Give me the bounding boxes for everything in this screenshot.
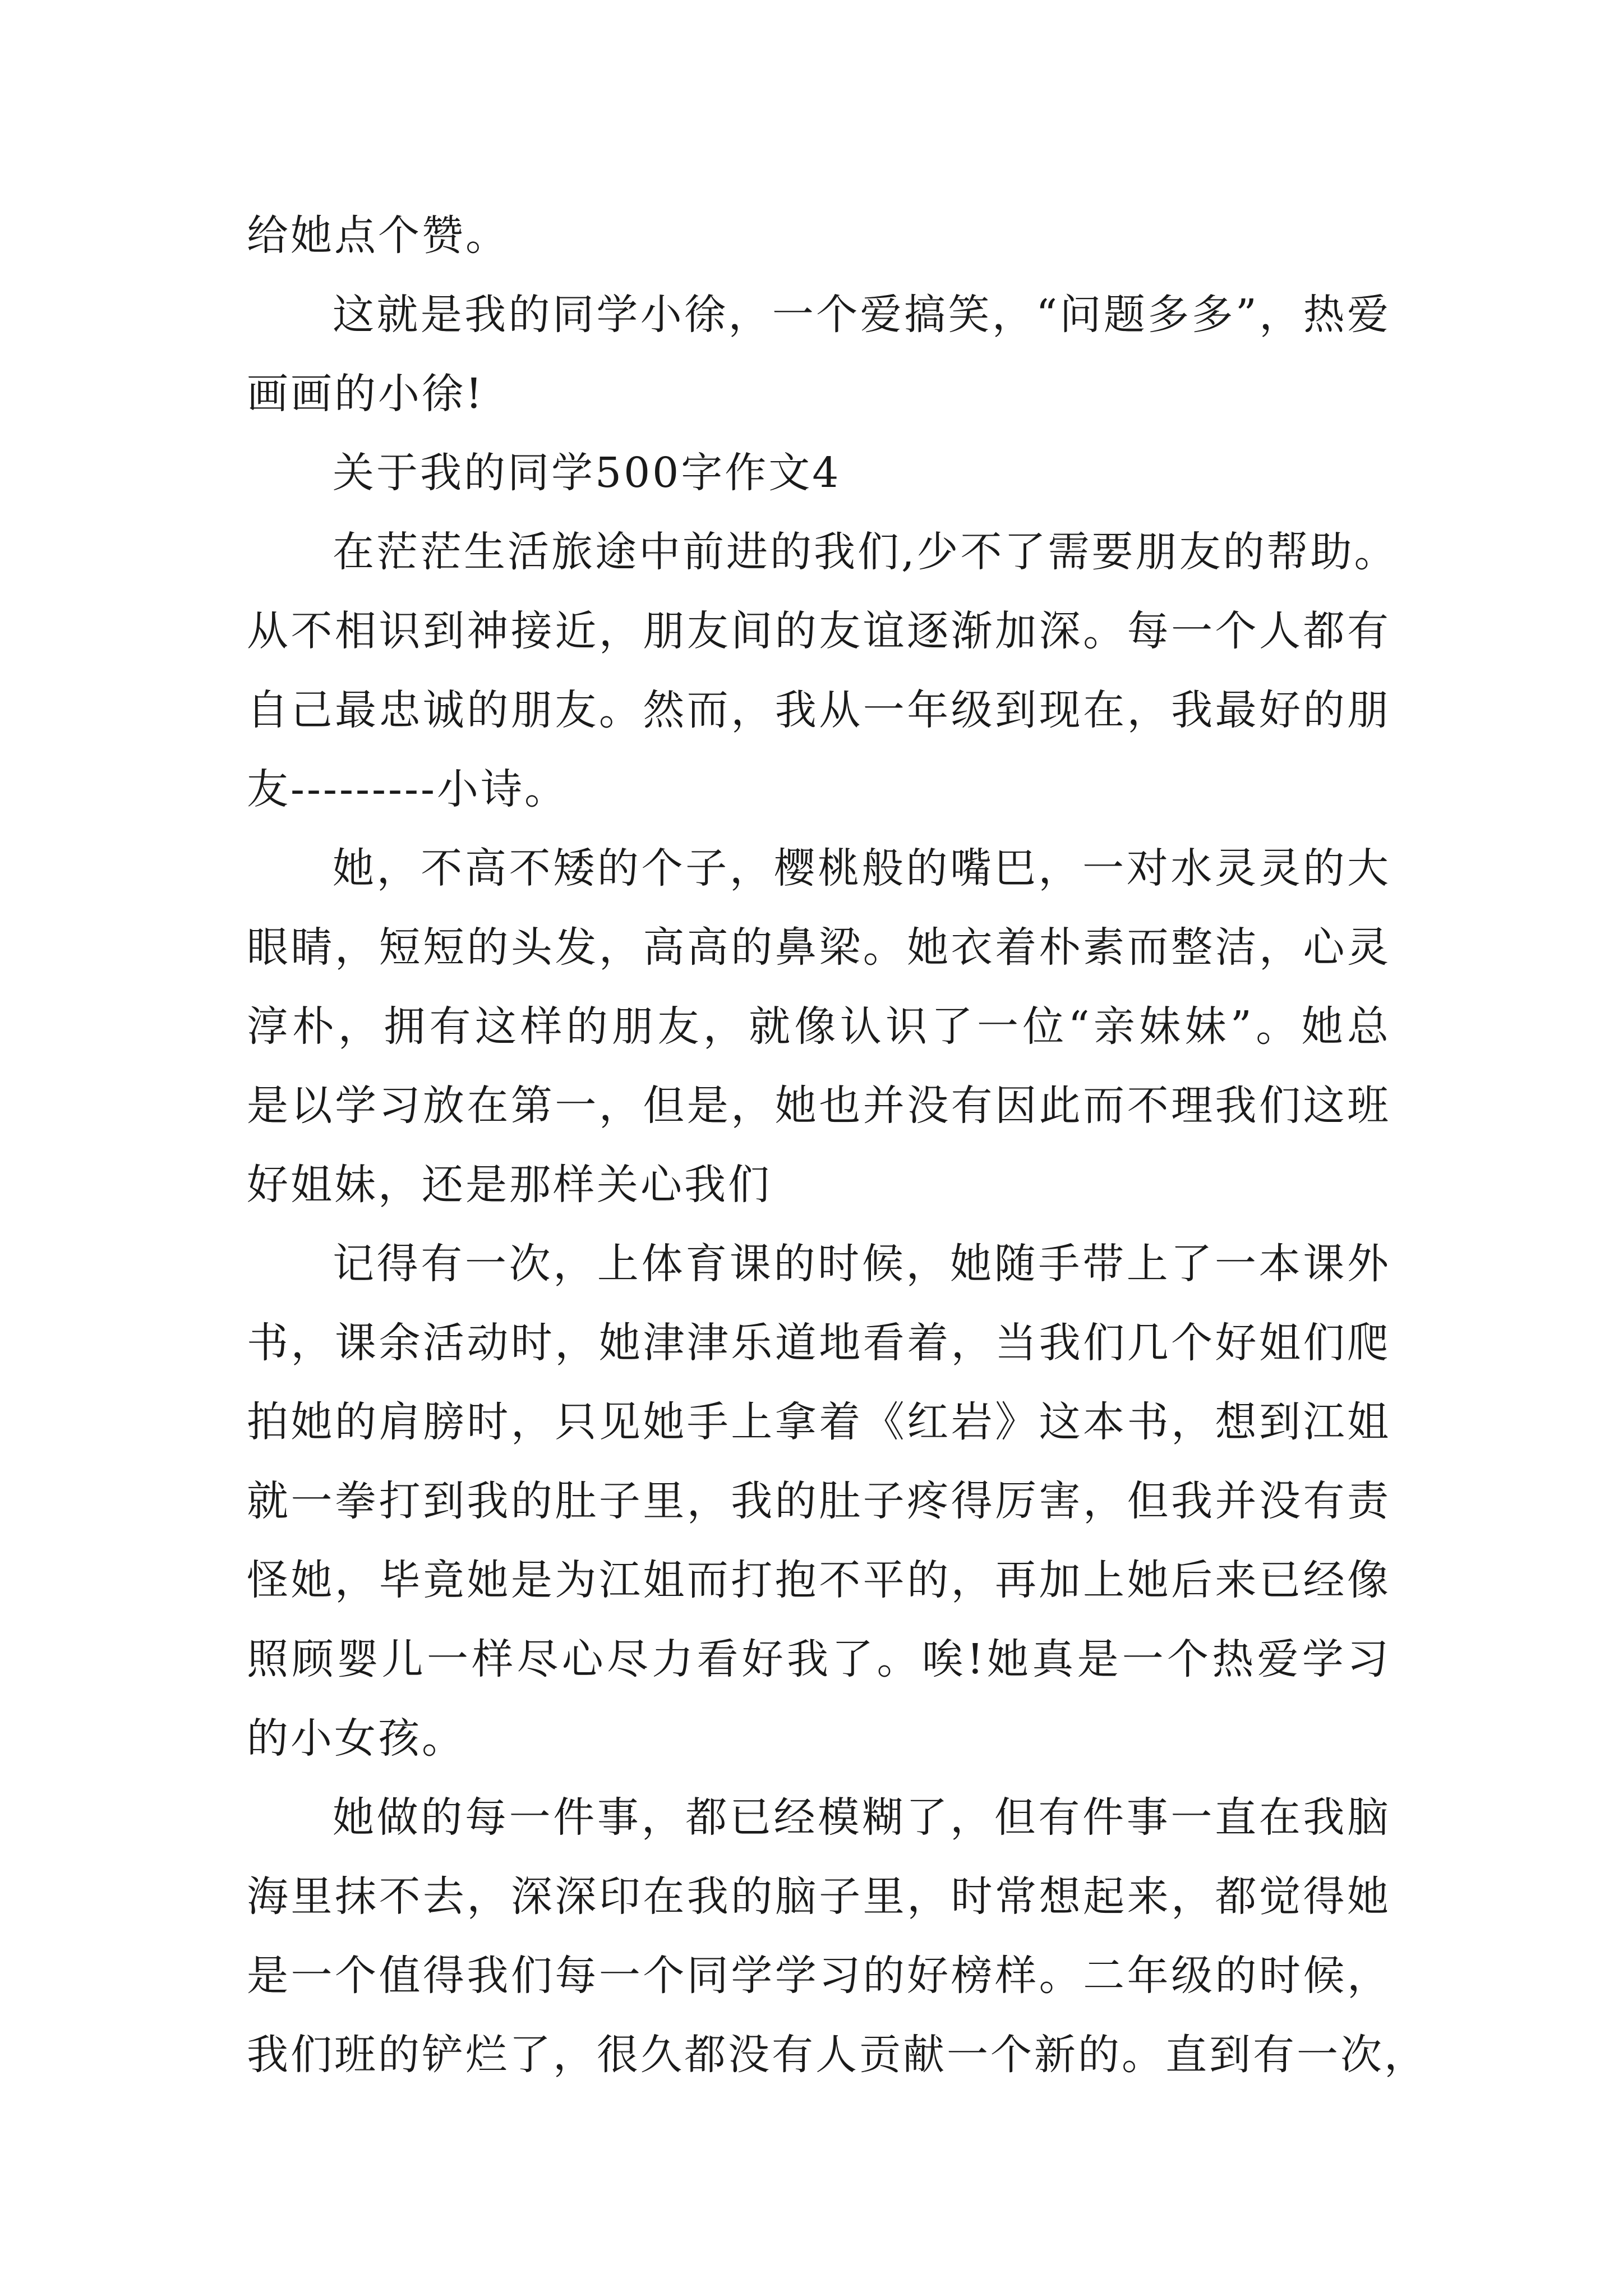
text-line: 友---------小诗。 — [247, 765, 569, 813]
text-line: 在茫茫生活旅途中前进的我们,少不了需要朋友的帮助。 — [333, 528, 1398, 576]
text-line: 她做的每一件事，都已经模糊了，但有件事一直在我脑 — [333, 1793, 1391, 1842]
text-line: 书，课余活动时，她津津乐道地看着，当我们几个好姐们爬 — [247, 1319, 1391, 1367]
text-line: 是以学习放在第一，但是，她也并没有因此而不理我们这班 — [247, 1082, 1391, 1130]
text-line: 从不相识到神接近，朋友间的友谊逐渐加深。每一个人都有 — [247, 607, 1391, 655]
text-line: 淳朴，拥有这样的朋友，就像认识了一位“亲妹妹”。她总 — [247, 1002, 1391, 1051]
text-line: 我们班的铲烂了，很久都没有人贡献一个新的。直到有一次， — [247, 2031, 1428, 2079]
text-line: 她，不高不矮的个子，樱桃般的嘴巴，一对水灵灵的大 — [333, 844, 1391, 892]
text-line: 给她点个赞。 — [247, 211, 509, 260]
text-line: 记得有一次，上体育课的时候，她随手带上了一本课外 — [333, 1240, 1391, 1288]
text-line: 关于我的同学500字作文4 — [333, 449, 841, 497]
text-line: 的小女孩。 — [247, 1714, 465, 1763]
text-line: 海里抹不去，深深印在我的脑子里，时常想起来，都觉得她 — [247, 1872, 1391, 1921]
text-line: 好姐妹，还是那样关心我们 — [247, 1161, 772, 1209]
text-line: 画画的小徐! — [247, 370, 485, 418]
text-line: 拍她的肩膀时，只见她手上拿着《红岩》这本书，想到江姐 — [247, 1398, 1391, 1446]
text-line: 眼睛，短短的头发，高高的鼻梁。她衣着朴素而整洁，心灵 — [247, 923, 1391, 972]
text-line: 自己最忠诚的朋友。然而，我从一年级到现在，我最好的朋 — [247, 686, 1391, 734]
text-line: 这就是我的同学小徐，一个爱搞笑，“问题多多”，热爱 — [333, 291, 1391, 339]
text-line: 是一个值得我们每一个同学学习的好榜样。二年级的时候， — [247, 1952, 1391, 2000]
body-text — [247, 196, 1428, 2095]
text-line: 照顾婴儿一样尽心尽力看好我了。唉!她真是一个热爱学习 — [247, 1635, 1391, 1683]
text-line: 就一拳打到我的肚子里，我的肚子疼得厉害，但我并没有责 — [247, 1477, 1391, 1525]
text-line: 怪她，毕竟她是为江姐而打抱不平的，再加上她后来已经像 — [247, 1556, 1391, 1604]
